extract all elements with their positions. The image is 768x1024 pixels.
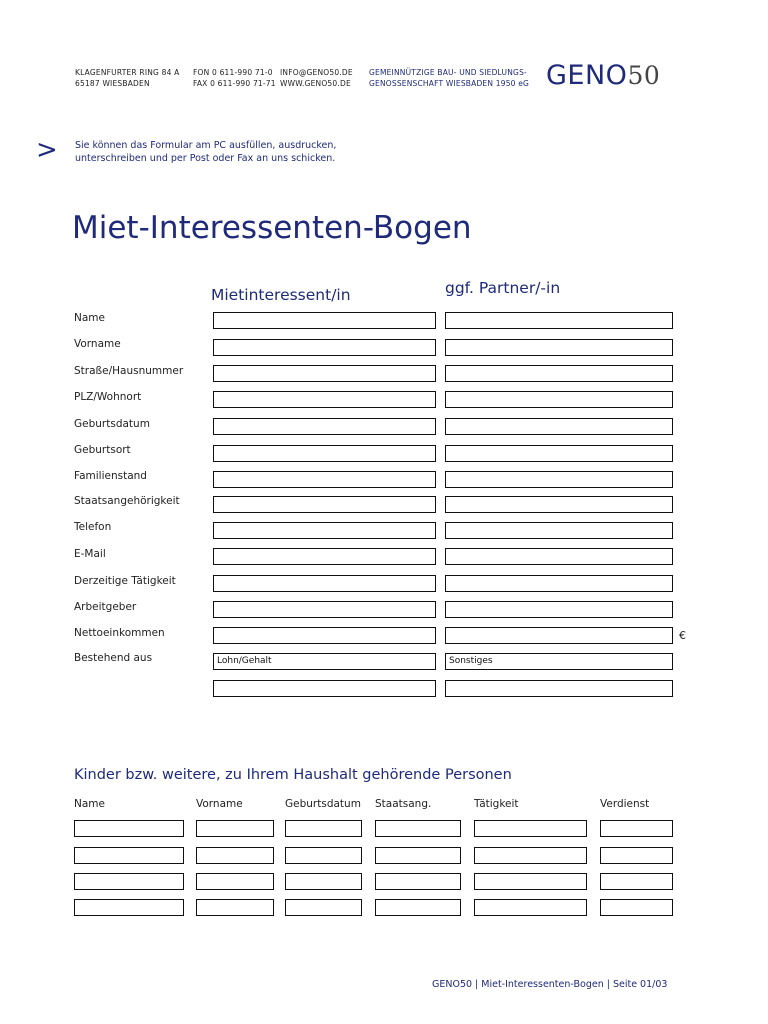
children-column-header: Tätigkeit bbox=[474, 798, 519, 810]
nettoeinkommen-input-partner[interactable] bbox=[445, 627, 673, 644]
child-staatsang-input[interactable] bbox=[375, 847, 461, 864]
child-geburtsdatum-input[interactable] bbox=[285, 873, 362, 890]
strasse-input-applicant[interactable] bbox=[213, 365, 436, 382]
familienstand-input-partner[interactable] bbox=[445, 471, 673, 488]
strasse-input-partner[interactable] bbox=[445, 365, 673, 382]
field-label: Bestehend aus bbox=[74, 652, 153, 664]
logo-text: GENO bbox=[546, 60, 628, 91]
plz-input-partner[interactable] bbox=[445, 391, 673, 408]
children-column-header: Name bbox=[74, 798, 105, 810]
field-label: Vorname bbox=[74, 338, 121, 350]
website-line: WWW.GENO50.DE bbox=[280, 79, 351, 88]
children-column-header: Staatsang. bbox=[375, 798, 432, 810]
geburtsdatum-input-applicant[interactable] bbox=[213, 418, 436, 435]
child-taetigkeit-input[interactable] bbox=[474, 847, 587, 864]
child-geburtsdatum-input[interactable] bbox=[285, 899, 362, 916]
name-input-applicant[interactable] bbox=[213, 312, 436, 329]
email-input-applicant[interactable] bbox=[213, 548, 436, 565]
field-label: Geburtsdatum bbox=[74, 418, 150, 430]
field-label: Name bbox=[74, 312, 105, 324]
child-vorname-input[interactable] bbox=[196, 820, 274, 837]
fax-line: FAX 0 611-990 71-71 bbox=[193, 79, 276, 88]
child-verdienst-input[interactable] bbox=[600, 847, 673, 864]
page-footer: GENO50 | Miet-Interessenten-Bogen | Seite 01/03 bbox=[432, 979, 668, 990]
child-geburtsdatum-input[interactable] bbox=[285, 820, 362, 837]
vorname-input-partner[interactable] bbox=[445, 339, 673, 356]
child-verdienst-input[interactable] bbox=[600, 873, 673, 890]
bestehend-input-applicant[interactable] bbox=[213, 653, 436, 670]
child-name-input[interactable] bbox=[74, 820, 184, 837]
org-line-1: GEMEINNÜTZIGE BAU- UND SIEDLUNGS- bbox=[369, 68, 527, 77]
column-header-partner: ggf. Partner/-in bbox=[445, 279, 561, 297]
geno50-logo bbox=[546, 60, 660, 91]
taetigkeit-input-applicant[interactable] bbox=[213, 575, 436, 592]
name-input-partner[interactable] bbox=[445, 312, 673, 329]
euro-symbol: € bbox=[679, 629, 686, 642]
arbeitgeber-input-applicant[interactable] bbox=[213, 601, 436, 618]
child-taetigkeit-input[interactable] bbox=[474, 899, 587, 916]
field-label: E-Mail bbox=[74, 548, 106, 560]
field-label: Familienstand bbox=[74, 470, 147, 482]
child-taetigkeit-input[interactable] bbox=[474, 820, 587, 837]
field-label: Derzeitige Tätigkeit bbox=[74, 575, 176, 587]
child-name-input[interactable] bbox=[74, 847, 184, 864]
intro-text bbox=[75, 139, 375, 165]
field-label: Nettoeinkommen bbox=[74, 627, 165, 639]
telefon-input-applicant[interactable] bbox=[213, 522, 436, 539]
child-name-input[interactable] bbox=[74, 873, 184, 890]
child-vorname-input[interactable] bbox=[196, 899, 274, 916]
address-line-2: 65187 WIESBADEN bbox=[75, 79, 150, 88]
arrow-icon: > bbox=[36, 135, 58, 165]
bestehend-extra-input-partner[interactable] bbox=[445, 680, 673, 697]
child-taetigkeit-input[interactable] bbox=[474, 873, 587, 890]
bestehend-value: Sonstiges bbox=[449, 656, 493, 666]
nettoeinkommen-input-applicant[interactable] bbox=[213, 627, 436, 644]
child-geburtsdatum-input[interactable] bbox=[285, 847, 362, 864]
address-line-1: KLAGENFURTER RING 84 A bbox=[75, 68, 180, 77]
staatsangehoerigkeit-input-partner[interactable] bbox=[445, 496, 673, 513]
child-staatsang-input[interactable] bbox=[375, 899, 461, 916]
child-vorname-input[interactable] bbox=[196, 847, 274, 864]
intro-line-1: Sie können das Formular am PC ausfüllen, ausdrucken, bbox=[75, 140, 337, 151]
children-section-heading: Kinder bzw. weitere, zu Ihrem Haushalt gehörende Personen bbox=[74, 767, 512, 783]
children-column-header: Geburtsdatum bbox=[285, 798, 361, 810]
field-label: Straße/Hausnummer bbox=[74, 365, 184, 377]
header-address bbox=[75, 67, 180, 89]
header-phone bbox=[193, 67, 276, 89]
field-label: Staatsangehörigkeit bbox=[74, 495, 180, 507]
header-organization bbox=[369, 67, 529, 89]
child-vorname-input[interactable] bbox=[196, 873, 274, 890]
staatsangehoerigkeit-input-applicant[interactable] bbox=[213, 496, 436, 513]
field-label: Telefon bbox=[74, 521, 112, 533]
bestehend-value: Lohn/Gehalt bbox=[217, 656, 272, 666]
org-line-2: GENOSSENSCHAFT WIESBADEN 1950 eG bbox=[369, 79, 530, 88]
email-input-partner[interactable] bbox=[445, 548, 673, 565]
familienstand-input-applicant[interactable] bbox=[213, 471, 436, 488]
children-column-header: Verdienst bbox=[600, 798, 650, 810]
child-verdienst-input[interactable] bbox=[600, 899, 673, 916]
child-verdienst-input[interactable] bbox=[600, 820, 673, 837]
phone-line: FON 0 611-990 71-0 bbox=[193, 68, 273, 77]
arbeitgeber-input-partner[interactable] bbox=[445, 601, 673, 618]
field-label: Geburtsort bbox=[74, 444, 131, 456]
geburtsdatum-input-partner[interactable] bbox=[445, 418, 673, 435]
vorname-input-applicant[interactable] bbox=[213, 339, 436, 356]
bestehend-extra-input-applicant[interactable] bbox=[213, 680, 436, 697]
bestehend-input-partner[interactable] bbox=[445, 653, 673, 670]
telefon-input-partner[interactable] bbox=[445, 522, 673, 539]
field-label: Arbeitgeber bbox=[74, 601, 137, 613]
child-name-input[interactable] bbox=[74, 899, 184, 916]
children-column-header: Vorname bbox=[196, 798, 243, 810]
taetigkeit-input-partner[interactable] bbox=[445, 575, 673, 592]
plz-input-applicant[interactable] bbox=[213, 391, 436, 408]
geburtsort-input-partner[interactable] bbox=[445, 445, 673, 462]
column-header-applicant: Mietinteressent/in bbox=[211, 286, 351, 304]
logo-number: 50 bbox=[627, 61, 661, 90]
intro-line-2: unterschreiben und per Post oder Fax an uns schicken. bbox=[75, 153, 336, 164]
geburtsort-input-applicant[interactable] bbox=[213, 445, 436, 462]
child-staatsang-input[interactable] bbox=[375, 873, 461, 890]
child-staatsang-input[interactable] bbox=[375, 820, 461, 837]
field-label: PLZ/Wohnort bbox=[74, 391, 142, 403]
header-contact bbox=[280, 67, 353, 89]
page-title: Miet-Interessenten-Bogen bbox=[72, 210, 472, 246]
email-line: INFO@GENO50.DE bbox=[280, 68, 353, 77]
